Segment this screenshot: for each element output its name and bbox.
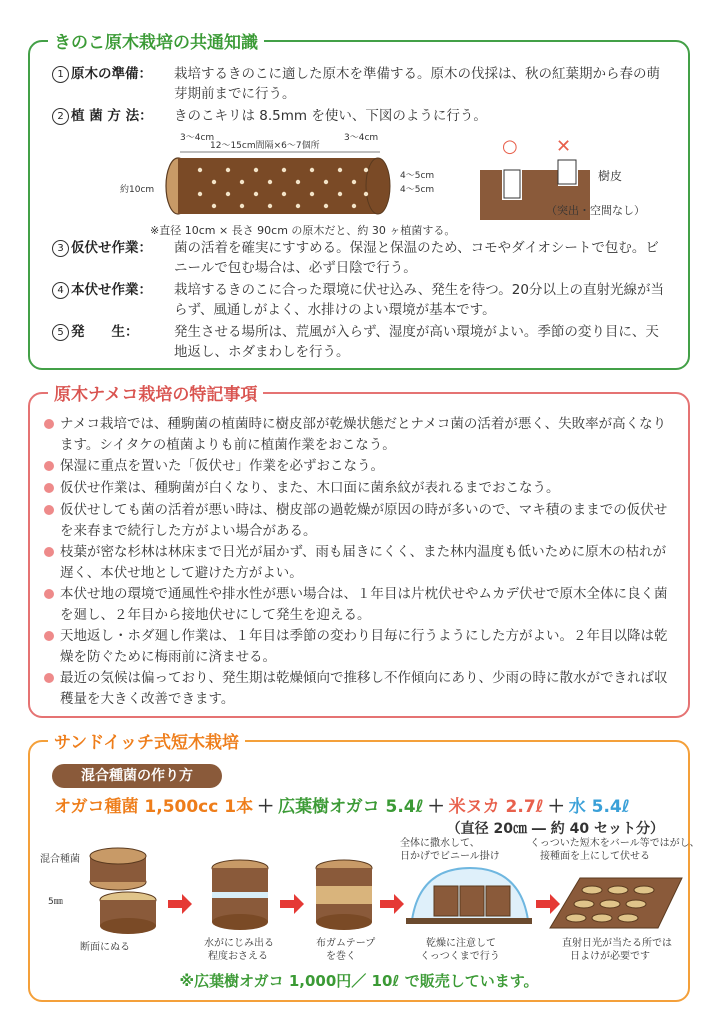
log-disc-step1 (90, 848, 156, 934)
knowledge-row: 3 仮伏せ作業： 菌の活着を確実にすすめる。保湿と保温のため、コモやダイオシートで包む。ビニールで包む場合は、必ず日陰で行う。 (52, 238, 672, 278)
thickness-label: 5㎜ (48, 897, 63, 907)
row-label: 植 菌 方 法 (71, 108, 140, 124)
step5-bottom-b: 日よけが必要です (570, 951, 650, 962)
number-badge: 4 (52, 282, 69, 299)
list-item: 仮伏せ作業は、種駒菌が白くなり、また、木口面に菌糸紋が表れるまでおこなう。 (44, 478, 670, 499)
step5-top-a: くっついた短木をバール等ではがし、 (530, 838, 700, 849)
nameko-notes-section (28, 385, 690, 718)
step1-label: 断面にぬる (80, 942, 130, 953)
spawn-plug-good (504, 170, 520, 198)
knowledge-row: 5 発 生： 発生させる場所は、荒風が入らず、湿度が高い環境がよい。季節の変り目に、天地返し、ホダまわしを行う。 (52, 322, 672, 362)
step4-top-b: 日かげでビニール掛け (400, 851, 500, 862)
step5-top-b: 接種面を上にして伏せる (540, 851, 650, 862)
diagram-note: ※直径 10cm × 長さ 90cm の原木だと、約 30 ヶ植菌する。 (150, 224, 456, 237)
bullet-icon (44, 505, 54, 515)
bullet-icon (44, 673, 54, 683)
sawdust-price-note: ※広葉樹オガコ 1,000円／ 10ℓ で販売しています。 (179, 972, 539, 990)
knowledge-row: 4 本伏せ作業： 栽培するきのこに合った環境に伏せ込み、発生を待つ。20分以上の直射光線が当らず、風通しがよく、水排けのよい環境が基本です。 (52, 280, 672, 320)
sandwich-cultivation-section (28, 733, 700, 1002)
row-gap-label-2: 4～5cm (400, 185, 435, 195)
diameter-label: 約10cm (120, 185, 155, 195)
section-title: 原木ナメコ栽培の特記事項 (48, 380, 263, 405)
number-badge: 3 (52, 240, 69, 257)
plus-icon: ＋ (427, 797, 445, 817)
diameter-note: （直径 20㎝ ― 約 40 セット分） (446, 821, 664, 837)
log-body (178, 158, 378, 214)
list-item: 本伏せ地の環境で通風性や排水性が悪い場合は、１年目は片枕伏せやムカデ伏せで原木全体に良く菌を廻し、２年目から接地伏せにして発生を迎える。 (44, 584, 670, 626)
step4-bottom-b: くっつくまで行う (420, 951, 500, 962)
list-item: 枝葉が密な杉林は林床まで日光が届かず、雨も届きにくく、また林内温度も低いために原木の枯れが遅く、本伏せ地として避けた方がよい。 (44, 542, 670, 584)
step5-bottom-a: 直射日光が当たる所では (562, 938, 672, 949)
bark-label: 樹皮 (598, 169, 623, 183)
sandwich-process-diagram (40, 838, 700, 968)
row-label: 仮伏せ作業 (71, 240, 139, 256)
no-gap-label: （突出・空間なし） (546, 204, 645, 217)
mixed-spawn-label: 混合種菌 (40, 854, 80, 865)
row-label: 発 生 (71, 324, 125, 340)
bad-mark: ✕ (556, 136, 572, 157)
formula-sawdust: 広葉樹オガコ 5.4ℓ (278, 797, 424, 817)
formula-spawn: オガコ種菌 1,500cc 1本 (54, 797, 254, 817)
step2-label-a: 水がにじみ出る (204, 938, 274, 949)
number-badge: 5 (52, 324, 69, 341)
good-mark: ○ (502, 136, 518, 157)
arrow-icon (280, 894, 304, 914)
covered-logs (434, 886, 510, 916)
arrow-icon (380, 894, 404, 914)
list-item: 保湿に重点を置いた「仮伏せ」作業を必ずおこなう。 (44, 456, 670, 477)
bullet-icon (44, 461, 54, 471)
step3-label-b: を巻く (326, 951, 356, 962)
knowledge-row: 1 原木の準備： 栽培するきのこに適した原木を準備する。原木の伐採は、秋の紅葉期から春の萌芽期前までに行う。 (52, 64, 672, 104)
arrow-icon (168, 894, 192, 914)
end-gap-right-label: 3～4cm (344, 133, 379, 143)
row-text: 栽培するきのこに合った環境に伏せ込み、発生を待つ。20分以上の直射光線が当らず、風通しがよく、水排けのよい環境が基本です。 (174, 282, 664, 318)
formula-rice-bran: 米ヌカ 2.7ℓ (448, 797, 544, 817)
bullet-icon (44, 589, 54, 599)
mix-formula (54, 792, 630, 817)
taped-log-step3 (316, 860, 372, 930)
common-knowledge-section (28, 33, 690, 370)
plus-icon: ＋ (257, 797, 275, 817)
log-stack-step2 (212, 860, 268, 930)
row-text: きのこキリは 8.5mm を使い、下図のように行う。 (174, 108, 487, 124)
row-text: 発生させる場所は、荒風が入らず、湿度が高い環境がよい。季節の変り目に、天地返し、ホダまわしを行う。 (174, 324, 659, 360)
list-item: 仮伏せしても菌の活着が悪い時は、樹皮部の過乾燥が原因の時が多いので、マキ積のままでの仮伏せを来春まで続行した方がよい場合がある。 (44, 500, 670, 542)
row-gap-label-1: 4～5cm (400, 171, 435, 181)
list-item: 最近の気候は偏っており、発生期は乾燥傾向で推移し不作傾向にあり、少雨の時に散水ができれば収穫量を大きく改善できます。 (44, 668, 670, 710)
knowledge-row: 2 植 菌 方 法： きのこキリは 8.5mm を使い、下図のように行う。 (52, 106, 672, 126)
spacing-label: 12～15cm間隔×6～7個所 (210, 141, 320, 151)
step4-top-a: 全体に撒水して、 (400, 838, 480, 849)
step3-label-a: 布ガムテープ (316, 938, 376, 949)
row-label: 原木の準備 (71, 66, 139, 82)
arrow-icon (536, 894, 560, 914)
formula-water: 水 5.4ℓ (568, 797, 630, 817)
step2-label-b: 程度おさえる (208, 951, 268, 962)
section-title: サンドイッチ式短木栽培 (48, 728, 245, 753)
list-item: ナメコ栽培では、種駒菌の植菌時に樹皮部が乾燥状態だとナメコ菌の活着が悪く、失敗率が高くなります。シイタケの植菌よりも前に植菌作業をおこなう。 (44, 414, 670, 456)
row-label: 本伏せ作業 (71, 282, 139, 298)
ground (406, 918, 532, 924)
plus-icon: ＋ (547, 797, 565, 817)
end-gap-left-label: 3～4cm (180, 133, 215, 143)
row-text: 栽培するきのこに適した原木を準備する。原木の伐採は、秋の紅葉期から春の萌芽期前までに行う。 (174, 66, 660, 102)
mixed-spawn-heading: 混合種菌の作り方 (52, 764, 222, 788)
number-badge: 2 (52, 108, 69, 125)
bullet-icon (44, 419, 54, 429)
log-inoculation-diagram (120, 130, 680, 240)
number-badge: 1 (52, 66, 69, 83)
bullet-icon (44, 547, 54, 557)
section-title: きのこ原木栽培の共通知識 (48, 28, 264, 53)
step4-bottom-a: 乾燥に注意して (426, 938, 496, 949)
bullet-icon (44, 483, 54, 493)
bullet-icon (44, 631, 54, 641)
spawn-plug-bad (558, 160, 576, 184)
list-item: 天地返し・ホダ廻し作業は、１年目は季節の変わり目毎に行うようにした方がよい。２年目以降は乾燥を防ぐために梅雨前に済ませる。 (44, 626, 670, 668)
row-text: 菌の活着を確実にすすめる。保湿と保温のため、コモやダイオシートで包む。ビニールで包む場合は、必ず日陰で行う。 (174, 240, 659, 276)
